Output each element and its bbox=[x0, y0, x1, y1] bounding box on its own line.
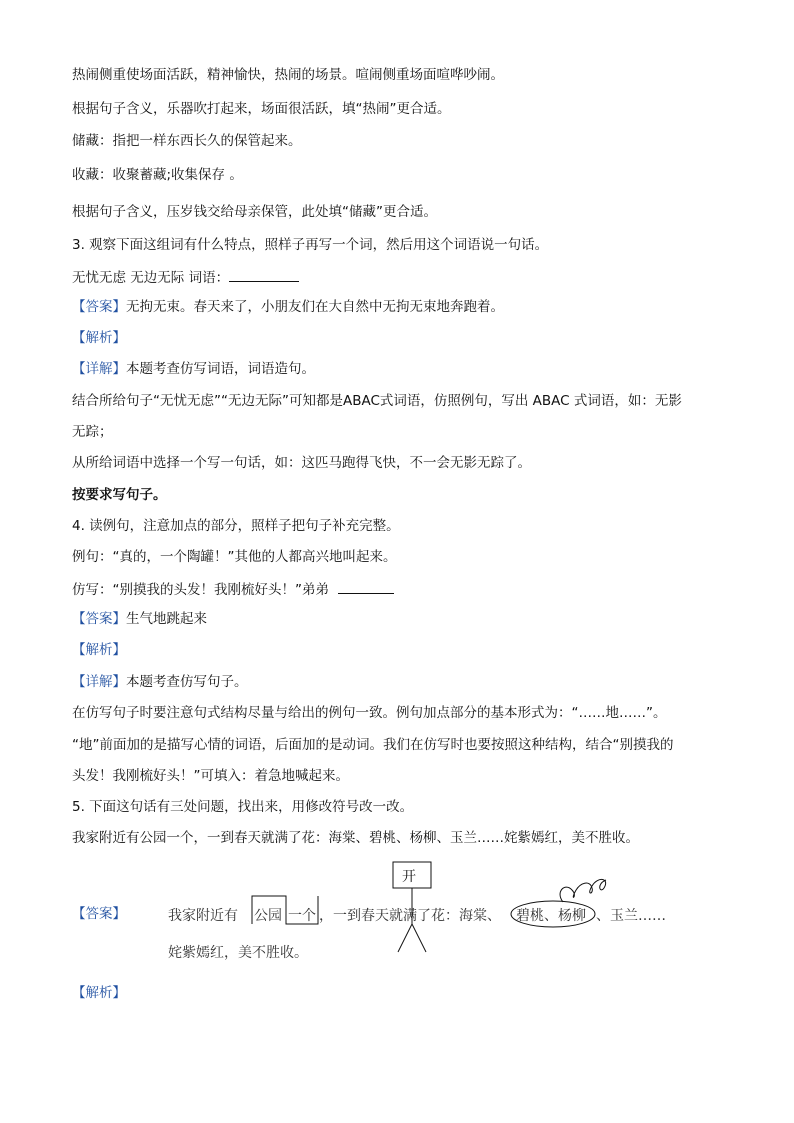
revision-figure bbox=[0, 860, 794, 960]
analysis-tag: 【解析】 bbox=[72, 985, 126, 1001]
word-examples: 无忧无虑 无边无际 词语： bbox=[72, 270, 230, 286]
answer-line bbox=[72, 610, 207, 628]
delete-mark-curl bbox=[560, 879, 606, 902]
question-3: 3. 观察下面这组词有什么特点，照样子再写一个词，然后用这个词语说一句话。 bbox=[72, 237, 549, 253]
text-line: 根据句子含义，压岁钱交给母亲保管，此处填“储藏”更合适。 bbox=[72, 204, 437, 220]
insert-leg-right bbox=[412, 924, 426, 952]
detail-line bbox=[72, 360, 315, 378]
insert-char: 开 bbox=[402, 869, 416, 885]
figure-row1-d: ，一到春天就满了花：海棠、 bbox=[319, 908, 501, 924]
figure-row1-f: 、玉兰…… bbox=[596, 908, 666, 924]
answer-tag: 【答案】 bbox=[72, 611, 126, 627]
detail-tag: 【详解】 bbox=[72, 674, 126, 690]
text-line: 无踪； bbox=[72, 424, 113, 440]
figure-answer-tag: 【答案】 bbox=[72, 906, 126, 922]
imitation-text: 仿写：“别摸我的头发！我刚梳好头！”弟弟 bbox=[72, 582, 329, 598]
text-line: 收藏：收聚蓄藏;收集保存 。 bbox=[72, 167, 243, 183]
imitation-line bbox=[72, 579, 394, 599]
text-line: “地”前面加的是描写心情的词语，后面加的是动词。我们在仿写时也要按照这种结构，结合“别摸我的 bbox=[72, 737, 674, 753]
text-line: 从所给词语中选择一个写一句话，如：这匹马跑得飞快，不一会无影无踪了。 bbox=[72, 455, 531, 471]
example-sentence: 例句：“真的，一个陶罐！”其他的人都高兴地叫起来。 bbox=[72, 549, 397, 565]
question-5: 5. 下面这句话有三处问题，找出来，用修改符号改一改。 bbox=[72, 799, 414, 815]
figure-row1-a: 我家附近有 bbox=[168, 908, 238, 924]
figure-row1-e: 碧桃、杨柳 bbox=[516, 908, 586, 924]
analysis-tag: 【解析】 bbox=[72, 642, 126, 658]
detail-tag: 【详解】 bbox=[72, 361, 126, 377]
figure-row2: 姹紫嫣红，美不胜收。 bbox=[168, 945, 308, 960]
text-line: 在仿写句子时要注意句式结构尽量与给出的例句一致。例句加点部分的基本形式为：“……地……”。 bbox=[72, 705, 667, 721]
answer-text: 无拘无束。春天来了，小朋友们在大自然中无拘无束地奔跑着。 bbox=[126, 299, 504, 315]
text-line: 结合所给句子“无忧无虑”“无边无际”可知都是ABAC式词语，仿照例句，写出 ABAC 式词语，如：无影 bbox=[72, 393, 682, 409]
text-line: 根据句子含义，乐器吹打起来，场面很活跃，填“热闹”更合适。 bbox=[72, 101, 451, 117]
answer-text: 生气地跳起来 bbox=[126, 611, 207, 627]
answer-line bbox=[72, 298, 504, 316]
detail-text: 本题考查仿写句子。 bbox=[126, 674, 248, 690]
word-example-line bbox=[72, 267, 299, 287]
figure-row1-b: 公园 bbox=[254, 908, 282, 924]
analysis-tag: 【解析】 bbox=[72, 330, 126, 346]
question-4: 4. 读例句，注意加点的部分，照样子把句子补充完整。 bbox=[72, 518, 400, 534]
text-line: 热闹侧重使场面活跃，精神愉快，热闹的场景。喧闹侧重场面喧哗吵闹。 bbox=[72, 67, 504, 83]
answer-tag: 【答案】 bbox=[72, 299, 126, 315]
text-line: 头发！我刚梳好头！”可填入：着急地喊起来。 bbox=[72, 768, 349, 784]
detail-text: 本题考查仿写词语，词语造句。 bbox=[126, 361, 315, 377]
answer-blank bbox=[338, 579, 394, 594]
sentence-to-revise: 我家附近有公园一个，一到春天就满了花：海棠、碧桃、杨柳、玉兰……姹紫嫣红，美不胜收。 bbox=[72, 830, 639, 846]
text-line: 储藏：指把一样东西长久的保管起来。 bbox=[72, 133, 302, 149]
section-heading: 按要求写句子。 bbox=[72, 487, 167, 503]
answer-blank bbox=[229, 267, 299, 282]
detail-line bbox=[72, 673, 248, 691]
figure-row1-c: 一个 bbox=[288, 908, 316, 924]
insert-leg-left bbox=[398, 924, 412, 952]
